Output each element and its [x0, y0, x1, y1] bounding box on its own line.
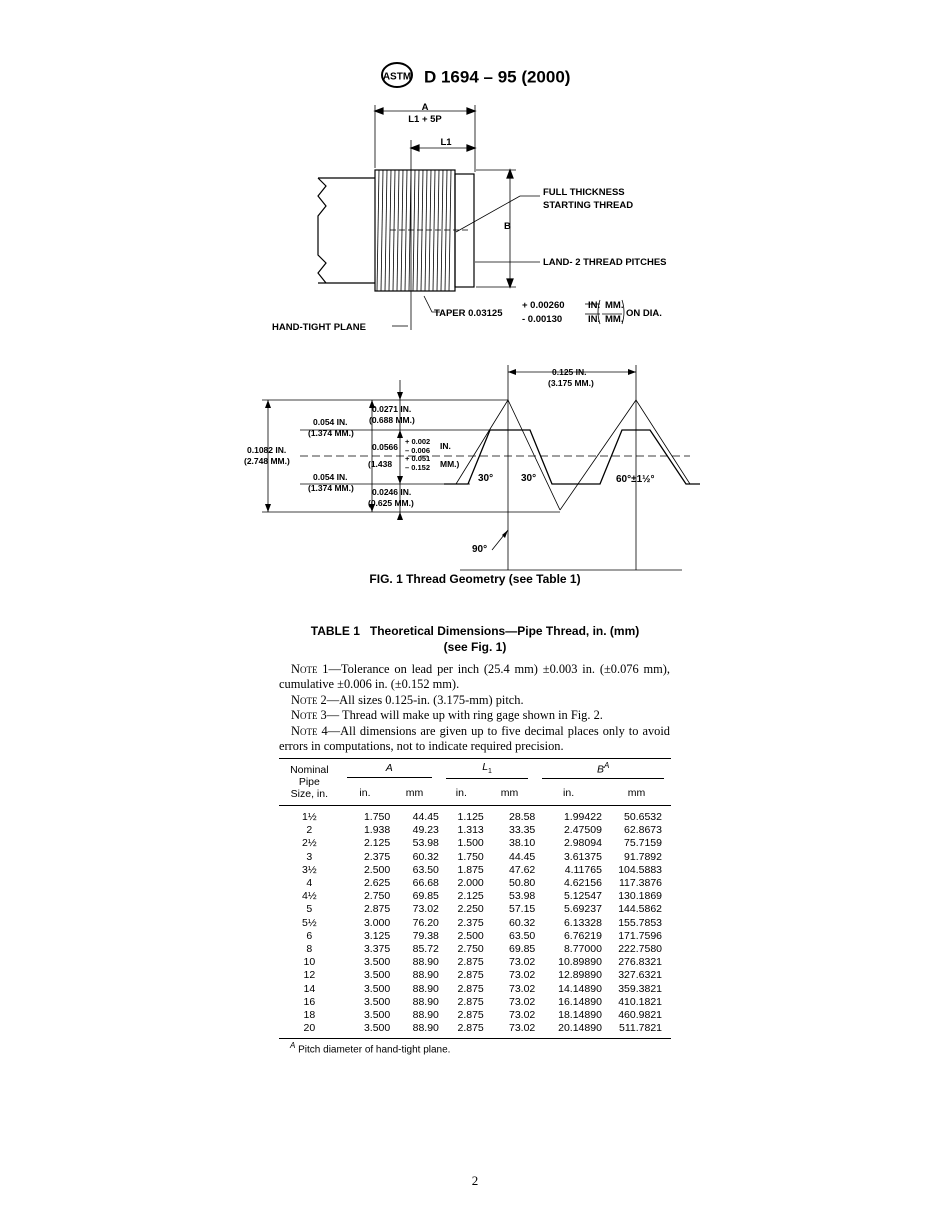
pipe-end-labels	[272, 102, 667, 333]
thread-profile-drawing	[262, 365, 700, 570]
table-cell: 3.500	[363, 956, 391, 969]
table-cell: 2.375	[363, 850, 391, 863]
table-caption-line1: TABLE 1 Theoretical Dimensions—Pipe Thread, in. (mm)	[310, 624, 640, 638]
table-row	[279, 969, 671, 982]
figure-caption: FIG. 1 Thread Geometry (see Table 1)	[369, 572, 581, 586]
note-4	[279, 724, 670, 755]
table-cell: 2.000	[457, 877, 484, 890]
note-text: 2—All sizes 0.125-in. (3.175-mm) pitch.	[317, 692, 524, 707]
table-cell: 12.89890	[558, 969, 602, 982]
table-cell: 2.98094	[563, 837, 602, 850]
table-cell: 359.3821	[618, 982, 662, 995]
table-cell: 3.61375	[563, 850, 602, 863]
table-cell: 75.7159	[624, 837, 662, 850]
land-label: LAND- 2 THREAD PITCHES	[543, 257, 667, 268]
table-cell: 69.85	[509, 943, 536, 956]
table-cell: 33.35	[509, 824, 536, 837]
table-cell: 10	[303, 956, 316, 969]
dim-l1-5p-label: L1 + 5P	[408, 114, 442, 125]
note-2	[279, 693, 670, 708]
table-cell: 2.875	[439, 1022, 484, 1039]
col-group-b: $B^A$	[535, 759, 671, 782]
unit-in-b: in.	[535, 781, 602, 806]
table-cell: 88.90	[412, 995, 439, 1008]
footnote-mark: A	[290, 1041, 296, 1050]
angle-total-label: 60°±1½°	[616, 474, 655, 485]
table-row	[279, 890, 671, 903]
table-cell: 3.500	[340, 1022, 391, 1039]
pipe-end-drawing	[318, 105, 540, 330]
table-cell: 6	[306, 929, 313, 942]
table-row	[279, 930, 671, 943]
table-row	[279, 1022, 671, 1039]
pitch-mm-label: (3.175 MM.)	[548, 378, 594, 388]
table-row	[279, 851, 671, 864]
table-cell: 2.875	[457, 969, 484, 982]
table-cell: 2.500	[363, 863, 391, 876]
table-cell: 511.7821	[602, 1022, 671, 1039]
table-cell: 155.7853	[618, 916, 662, 929]
table-cell: 66.68	[412, 877, 439, 890]
table-cell: 3½	[302, 863, 317, 876]
table-cell: 5	[306, 903, 313, 916]
table-cell: 14	[303, 982, 316, 995]
taper-minus-label: - 0.00130	[522, 314, 563, 325]
table-cell: 1.125	[457, 811, 484, 823]
table-cell: 73.02	[509, 1009, 536, 1022]
table-cell: 130.1869	[618, 890, 662, 903]
mid-tol-minus-mm: – 0.152	[405, 463, 431, 472]
thread-geometry-figure	[0, 92, 950, 572]
col-group-l1: $L_1$	[439, 759, 535, 782]
table-notes	[279, 662, 670, 754]
table-cell: 6.13328	[563, 916, 602, 929]
document-designation: D 1694 – 95 (2000)	[423, 67, 571, 87]
table-cell: 18.14890	[558, 1009, 602, 1022]
table-cell: 6.76219	[563, 929, 602, 942]
note-1	[279, 662, 670, 693]
table-cell: 38.10	[509, 837, 536, 850]
table-cell: 76.20	[412, 916, 439, 929]
table-cell: 3.375	[363, 943, 391, 956]
table-cell: 2	[306, 824, 313, 837]
lower-in-label: 0.054 IN.	[313, 472, 348, 482]
table-cell: 4.11765	[564, 863, 602, 876]
table-cell: 222.7580	[618, 943, 662, 956]
table-cell: 73.02	[484, 1022, 536, 1039]
table-cell: 327.6321	[618, 969, 662, 982]
table-cell: 2.875	[457, 956, 484, 969]
table-row	[279, 996, 671, 1009]
table-cell: 47.62	[509, 863, 536, 876]
table-row	[279, 864, 671, 877]
table-cell: 53.98	[412, 837, 439, 850]
upper-in-label: 0.054 IN.	[313, 417, 348, 427]
table-cell: 4.62156	[563, 877, 602, 890]
table-row	[279, 824, 671, 837]
table-cell: 2.625	[363, 877, 391, 890]
table-cell: 3	[306, 850, 313, 863]
full-thickness-label: FULL THICKNESS	[543, 187, 625, 198]
table-row	[279, 806, 671, 825]
table-cell: 16	[303, 995, 316, 1008]
page-number: 2	[471, 1173, 479, 1188]
table-cell: 3.500	[363, 982, 391, 995]
note-label: Note	[291, 692, 318, 707]
table-cell: 79.38	[412, 929, 439, 942]
angle-left-label: 30°	[478, 473, 494, 484]
table-cell: 88.90	[412, 956, 439, 969]
angle-right-label: 30°	[521, 473, 537, 484]
note-label: Note	[291, 708, 318, 723]
unit-in-l1: in.	[439, 781, 484, 806]
table-cell: 63.50	[412, 863, 439, 876]
table-cell: 20	[279, 1022, 340, 1039]
table-cell: 49.23	[412, 824, 439, 837]
crest-mm-label: (0.688 MM.)	[369, 415, 415, 425]
table-footnote	[290, 1041, 450, 1055]
table-cell: 5.12547	[563, 890, 602, 903]
table-cell: 171.7596	[618, 929, 662, 942]
root-mm-label: (0.625 MM.)	[368, 498, 414, 508]
table-row	[279, 943, 671, 956]
table-caption-line2: (see Fig. 1)	[443, 640, 507, 654]
table-cell: 5.69237	[563, 903, 602, 916]
taper-on-dia-label: ON DIA.	[626, 308, 662, 319]
lower-mm-label: (1.374 MM.)	[308, 483, 354, 493]
table-cell: 2.125	[457, 890, 484, 903]
table-cell: 2.875	[457, 982, 484, 995]
note-label: Note	[291, 723, 318, 738]
table-row	[279, 917, 671, 930]
dimensions-table	[279, 758, 671, 1039]
col-group-a: A	[340, 759, 439, 782]
table-cell: 2.500	[457, 929, 484, 942]
table-cell: 73.02	[509, 982, 536, 995]
table-cell: 2.750	[457, 943, 484, 956]
unit-mm-l1: mm	[484, 781, 536, 806]
table-cell: 2.875	[457, 995, 484, 1008]
table-row	[279, 903, 671, 916]
table-cell: 73.02	[509, 969, 536, 982]
taper-mm-top: MM.	[605, 300, 624, 311]
unit-mm-b: mm	[602, 781, 671, 806]
table-cell: 3.000	[363, 916, 391, 929]
table-row	[279, 956, 671, 969]
table-cell: 73.02	[509, 995, 536, 1008]
table-cell: 2.875	[457, 1009, 484, 1022]
table-cell: 1.99422	[563, 811, 602, 823]
dim-b-label: B	[504, 221, 511, 232]
table-cell: 91.7892	[624, 850, 662, 863]
table-cell: 460.9821	[618, 1009, 662, 1022]
table-cell: 2.875	[363, 903, 391, 916]
total-in-label: 0.1082 IN.	[247, 445, 287, 455]
note-text: 4—All dimensions are given up to five decimal places only to avoid errors in computations, not to indicate required precision.	[279, 723, 670, 754]
table-cell: 14.14890	[558, 982, 602, 995]
table-cell: 62.8673	[624, 824, 662, 837]
table-cell: 1.750	[363, 811, 391, 823]
table-cell: 5½	[302, 916, 317, 929]
table-cell: 88.90	[390, 1022, 439, 1039]
table-cell: 410.1821	[618, 995, 662, 1008]
hand-tight-plane-label: HAND-TIGHT PLANE	[272, 322, 366, 333]
total-mm-label: (2.748 MM.)	[244, 456, 290, 466]
table-cell: 8	[306, 943, 313, 956]
table-cell: 2.250	[457, 903, 484, 916]
table-cell: 2.750	[363, 890, 391, 903]
table-row	[279, 983, 671, 996]
pitch-in-label: 0.125 IN.	[552, 367, 587, 377]
note-text: 3— Thread will make up with ring gage shown in Fig. 2.	[317, 708, 603, 723]
footnote-text: Pitch diameter of hand-tight plane.	[295, 1044, 451, 1056]
table-cell: 8.77000	[563, 943, 602, 956]
root-in-label: 0.0246 IN.	[372, 487, 412, 497]
table-cell: 73.02	[509, 956, 536, 969]
table-cell: 276.8321	[618, 956, 662, 969]
mid-in-label: 0.0566	[372, 442, 398, 452]
table-cell: 1.313	[457, 824, 484, 837]
table-cell: 3.500	[363, 1009, 391, 1022]
table-cell: 3.500	[363, 969, 391, 982]
table-cell: 44.45	[412, 811, 439, 823]
table-cell: 1.938	[363, 824, 391, 837]
table-cell: 63.50	[509, 929, 536, 942]
table-cell: 117.3876	[618, 877, 662, 890]
upper-mm-label: (1.374 MM.)	[308, 428, 354, 438]
table-cell: 2½	[302, 837, 317, 850]
note-text: 1—Tolerance on lead per inch (25.4 mm) ±0.003 in. (±0.076 mm), cumulative ±0.006 in. (±0.152 mm).	[279, 662, 670, 692]
unit-mm-a: mm	[390, 781, 439, 806]
mid-mm-label: (1.438	[368, 459, 393, 469]
starting-thread-label: STARTING THREAD	[543, 200, 634, 211]
table-cell: 3.125	[363, 929, 391, 942]
table-row	[279, 877, 671, 890]
table-cell: 69.85	[412, 890, 439, 903]
table-cell: 3.500	[363, 995, 391, 1008]
mid-unit-mm: MM.)	[440, 459, 460, 469]
table-cell: 20.14890	[535, 1022, 602, 1039]
table-caption	[0, 623, 950, 655]
table-cell: 50.6532	[624, 811, 662, 823]
mid-tol-minus-in: – 0.006	[405, 446, 431, 455]
table-cell: 2.125	[363, 837, 391, 850]
table-cell: 4½	[302, 890, 317, 903]
table-cell: 10.89890	[558, 956, 602, 969]
mid-tol-plus-mm: + 0.051	[405, 454, 431, 463]
table-cell: 57.15	[509, 903, 536, 916]
astm-logo-icon	[380, 62, 414, 93]
dim-l1-label: L1	[440, 137, 452, 148]
table-cell: 73.02	[412, 903, 439, 916]
crest-in-label: 0.0271 IN.	[372, 404, 412, 414]
table-cell: 53.98	[509, 890, 536, 903]
page-header	[0, 62, 950, 93]
logo-text: ASTM	[382, 71, 411, 83]
table-cell: 85.72	[412, 943, 439, 956]
table-cell: 60.32	[412, 850, 439, 863]
table-cell: 4	[306, 877, 313, 890]
note-label: Note	[291, 662, 318, 676]
table-cell: 18	[303, 1009, 316, 1022]
mid-unit-in: IN.	[440, 441, 451, 451]
table-row	[279, 837, 671, 850]
table-body	[279, 806, 671, 1039]
note-3	[279, 708, 670, 723]
taper-plus-label: + 0.00260	[522, 300, 565, 311]
table-cell: 144.5862	[618, 903, 662, 916]
table-cell: 44.45	[509, 850, 536, 863]
table-cell: 50.80	[509, 877, 536, 890]
taper-unit-bot: IN.	[588, 314, 601, 325]
mid-tol-plus-in: + 0.002	[405, 437, 431, 446]
thread-profile-labels	[244, 367, 655, 555]
table-cell: 12	[303, 969, 316, 982]
col-nominal-header: Nominal Pipe Size, in.	[279, 759, 340, 806]
table-cell: 1.500	[457, 837, 484, 850]
table-cell: 1½	[302, 811, 317, 823]
table-cell: 2.47509	[563, 824, 602, 837]
table-cell: 2.375	[457, 916, 484, 929]
table-cell: 60.32	[509, 916, 536, 929]
dim-a-label: A	[421, 102, 429, 113]
taper-unit-top: IN.	[588, 300, 601, 311]
table-row	[279, 1009, 671, 1022]
table-cell: 28.58	[509, 811, 536, 823]
unit-in-a: in.	[340, 781, 391, 806]
table-cell: 1.750	[457, 850, 484, 863]
table-cell: 88.90	[412, 982, 439, 995]
table-cell: 16.14890	[558, 995, 602, 1008]
table-cell: 88.90	[412, 969, 439, 982]
taper-label: TAPER 0.03125	[434, 308, 503, 319]
table-cell: 1.875	[457, 863, 484, 876]
table-cell: 104.5883	[618, 863, 662, 876]
angle-90-label: 90°	[472, 544, 488, 555]
table-cell: 88.90	[412, 1009, 439, 1022]
taper-mm-bot: MM.	[605, 314, 624, 325]
